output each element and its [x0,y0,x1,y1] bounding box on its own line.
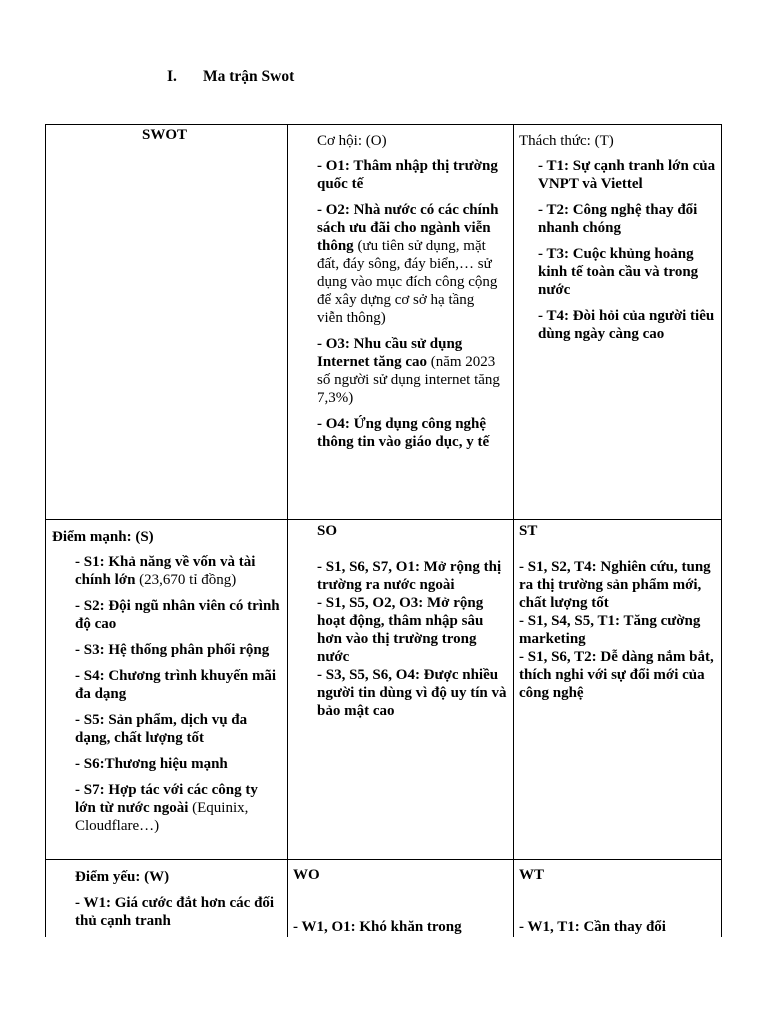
swot-matrix [45,124,722,937]
strengths-header: Điểm mạnh: (S) [52,529,154,545]
swot-corner-cell [45,124,288,520]
opportunities-header: Cơ hội: (O) [317,133,387,149]
wo-header: WO [293,867,320,883]
opportunity-item: - O1: Thâm nhập thị trường quốc tế [317,158,498,192]
section-number: I. [167,68,177,85]
strength-item: - S3: Hệ thống phân phối rộng [75,642,270,658]
threat-item: - T1: Sự cạnh tranh lớn của VNPT và Viettel [538,158,716,192]
so-item: - S3, S5, S6, O4: Được nhiều người tin dùng vì độ uy tín và bảo mật cao [317,667,507,719]
wt-header: WT [519,867,545,883]
st-strategy-cell [514,520,722,860]
opportunities-cell [288,124,514,520]
weaknesses-header: Điểm yếu: (W) [75,869,170,885]
wo-strategy-cell [288,860,514,937]
wo-item: - W1, O1: Khó khăn trong [293,919,462,935]
so-item: - S1, S5, O2, O3: Mở rộng hoạt động, thâm nhập sâu hơn vào thị trường trong nước [317,595,484,665]
threat-item: - T4: Đòi hỏi của người tiêu dùng ngày càng cao [538,308,715,342]
opportunity-item: - O4: Ứng dụng công nghệ thông tin vào giáo dục, y tế [317,416,490,450]
st-item: - S1, S6, T2: Dễ dàng nắm bắt, thích nghi với sự đổi mới của công nghệ [519,649,714,701]
st-header: ST [519,523,538,539]
so-item: - S1, S6, S7, O1: Mở rộng thị trường ra nước ngoài [317,559,502,593]
strength-item: - S5: Sản phẩm, dịch vụ đa dạng, chất lượng tốt [75,712,248,746]
wt-strategy-cell [514,860,722,937]
section-title: Ma trận Swot [203,68,295,85]
strength-item: - S1: Khả năng về vốn và tài chính lớn (23,670 tỉ đồng) [75,554,256,588]
strength-item: - S2: Đội ngũ nhân viên có trình độ cao [75,598,280,632]
swot-corner-label: SWOT [142,127,188,143]
threats-header: Thách thức: (T) [519,133,614,149]
weakness-item: - W1: Giá cước đắt hơn các đối thủ cạnh tranh [75,895,275,929]
threats-cell [514,124,722,520]
strengths-cell [45,520,288,860]
opportunity-item: - O2: Nhà nước có các chính sách ưu đãi cho ngành viễn thông (ưu tiên sử dụng, mặt đất, đáy sông, đáy biển,… sử dụng vào mục đích công cộng để xây dựng cơ sở hạ tầng viễn thông) [317,202,499,326]
strength-item: - S7: Hợp tác với các công ty lớn từ nước ngoài (Equinix, Cloudflare…) [75,782,258,834]
wt-item: - W1, T1: Cần thay đổi [519,919,666,935]
threat-item: - T3: Cuộc khủng hoảng kinh tế toàn cầu và trong nước [538,246,699,298]
threat-item: - T2: Công nghệ thay đổi nhanh chóng [538,202,698,236]
so-strategy-cell [288,520,514,860]
section-heading [167,68,294,86]
strength-item: - S4: Chương trình khuyến mãi đa dạng [75,668,277,702]
so-header: SO [317,523,338,539]
opportunity-item: - O3: Nhu cầu sử dụng Internet tăng cao (năm 2023 số người sử dụng internet tăng 7,3%) [317,336,500,406]
strength-item: - S6:Thương hiệu mạnh [75,756,228,772]
st-item: - S1, S4, S5, T1: Tăng cường marketing [519,613,701,647]
st-item: - S1, S2, T4: Nghiên cứu, tung ra thị trường sản phẩm mới, chất lượng tốt [519,559,711,611]
weaknesses-cell [45,860,288,937]
